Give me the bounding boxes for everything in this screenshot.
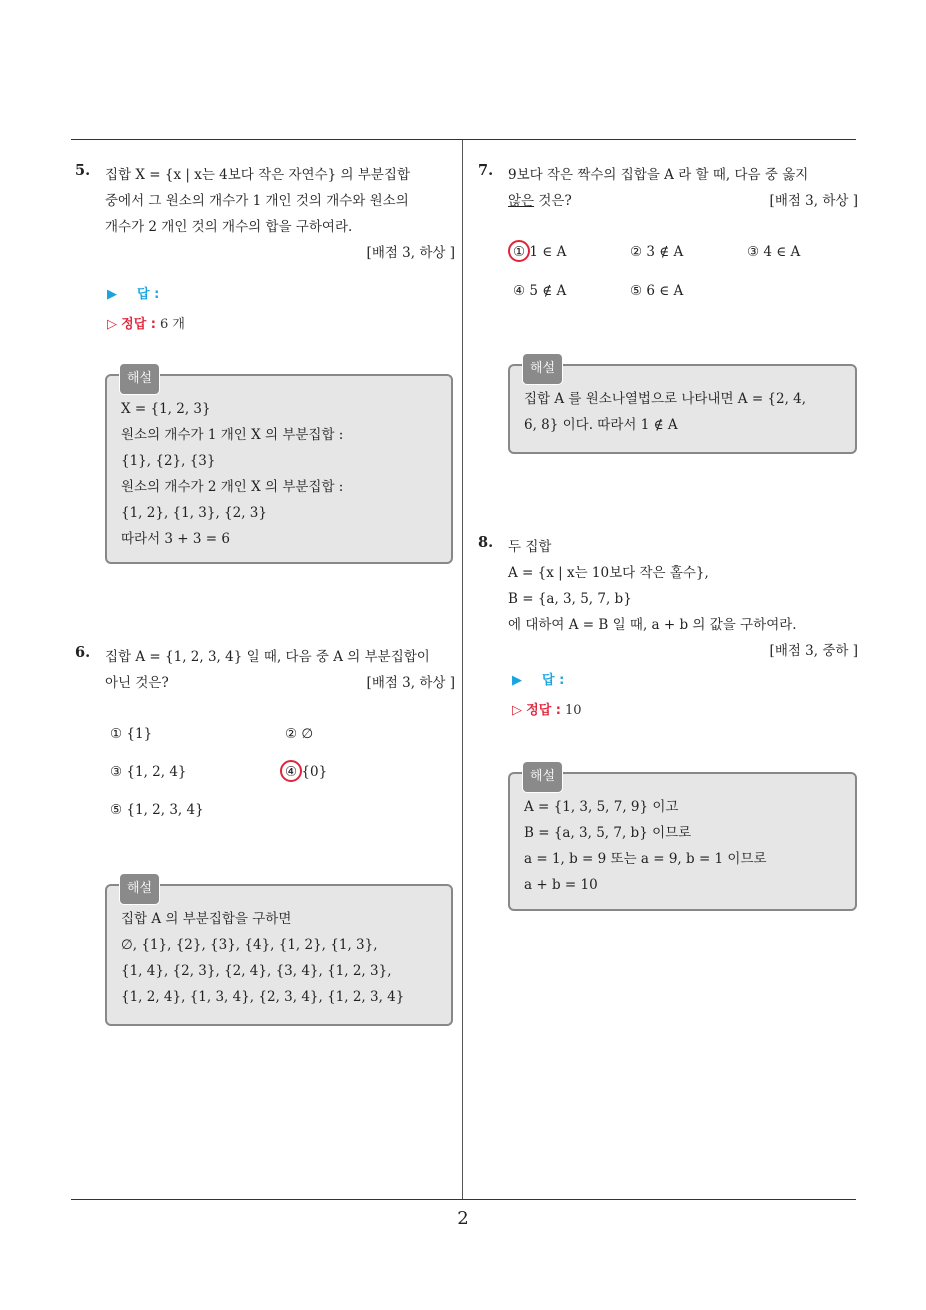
correct-value: 6 개 xyxy=(159,317,185,332)
question-5 xyxy=(75,162,455,340)
column-divider xyxy=(462,140,463,1200)
question-7 xyxy=(478,162,858,214)
score-meta: [배점 3, 하상 ] xyxy=(366,675,455,691)
explanation-tag: 해설 xyxy=(522,353,563,385)
answer-area xyxy=(75,280,455,340)
question-number: 5. xyxy=(75,162,91,179)
explanation-tag: 해설 xyxy=(119,873,160,905)
score-meta: [배점 3, 중하 ] xyxy=(769,643,858,659)
explanation-tag: 해설 xyxy=(119,363,160,395)
explanation-box-5: 해설 X = {1, 2, 3} 원소의 개수가 1 개인 X 의 부분집합 : {1}, {2}, {3} 원소의 개수가 2 개인 X 의 부분집합 : {1, 2}, {1, 3}, {2, 3} 따라서 3 + 3 = 6 xyxy=(105,374,453,564)
selected-circle-icon xyxy=(508,240,530,262)
answer-area xyxy=(478,666,858,726)
explanation-box-6: 해설 집합 A 의 부분집합을 구하면 ∅, {1}, {2}, {3}, {4}, {1, 2}, {1, 3}, {1, 4}, {2, 3}, {2, 4}, {3, 4}, {1, 2, 3}, {1, 2, 4}, {1, 3, 4}, {2, 3, 4}, {1, 2, 3, 4} xyxy=(105,884,453,1026)
choice-3[interactable]: ③ 4 ∈ A xyxy=(747,244,801,260)
choices-6 xyxy=(110,726,450,826)
choice-1[interactable]: ① {1} xyxy=(110,726,153,742)
score-meta: [배점 3, 하상 ] xyxy=(769,193,858,209)
explanation-box-7: 해설 집합 A 를 원소나열법으로 나타내면 A = {2, 4, 6, 8} 이다. 따라서 1 ∉ A xyxy=(508,364,857,454)
question-text: 집합 X = {x | x는 4보다 작은 자연수} 의 부분집합 중에서 그 원소의 개수가 1 개인 것의 개수와 원소의 개수가 2 개인 것의 개수의 합을 구하여라. xyxy=(105,167,410,235)
selected-circle-icon xyxy=(280,760,302,782)
choice-5[interactable]: ⑤ 6 ∈ A xyxy=(630,283,684,299)
question-text: 집합 A = {1, 2, 3, 4} 일 때, 다음 중 A 의 부분집합이 아닌 것은? [배점 3, 하상 ] xyxy=(105,644,455,696)
choice-3[interactable]: ③ {1, 2, 4} xyxy=(110,764,187,780)
score-meta: [배점 3, 하상 ] xyxy=(366,245,455,261)
triangle-outline-icon: ▷ xyxy=(107,317,117,332)
answer-label: 답 : xyxy=(542,673,565,688)
choice-1[interactable]: ① 1 ∈ A xyxy=(513,244,566,260)
correct-value: 10 xyxy=(564,703,582,718)
question-number: 8. xyxy=(478,534,494,551)
question-number: 6. xyxy=(75,644,91,661)
question-6 xyxy=(75,644,455,696)
choice-5[interactable]: ⑤ {1, 2, 3, 4} xyxy=(110,802,204,818)
explanation-box-8: 해설 A = {1, 3, 5, 7, 9} 이고 B = {a, 3, 5, 7, b} 이므로 a = 1, b = 9 또는 a = 9, b = 1 이므로 a + b = 10 xyxy=(508,772,857,911)
correct-label: 정답 : xyxy=(526,703,561,718)
play-icon: ▶ xyxy=(107,287,117,302)
question-text: 9보다 작은 짝수의 집합을 A 라 할 때, 다음 중 옳지 않은 것은? [배점 3, 하상 ] xyxy=(508,162,858,214)
explanation-tag: 해설 xyxy=(522,761,563,793)
choice-4[interactable]: ④ 5 ∉ A xyxy=(513,283,567,299)
triangle-outline-icon: ▷ xyxy=(512,703,522,718)
question-text: 두 집합 A = {x | x는 10보다 작은 홀수}, B = {a, 3, 5, 7, b} 에 대하여 A = B 일 때, a + b 의 값을 구하여라. xyxy=(508,539,797,633)
choice-2[interactable]: ② 3 ∉ A xyxy=(630,244,684,260)
correct-label: 정답 : xyxy=(121,317,156,332)
question-number: 7. xyxy=(478,162,494,179)
answer-label: 답 : xyxy=(137,287,160,302)
question-8 xyxy=(478,534,858,726)
choice-2[interactable]: ② ∅ xyxy=(285,726,314,742)
top-rule xyxy=(71,139,856,140)
play-icon: ▶ xyxy=(512,673,522,688)
bottom-rule xyxy=(71,1199,856,1200)
choices-7 xyxy=(513,244,853,304)
choice-4[interactable]: ④ {0} xyxy=(285,764,327,780)
page-number: 2 xyxy=(457,1208,469,1229)
